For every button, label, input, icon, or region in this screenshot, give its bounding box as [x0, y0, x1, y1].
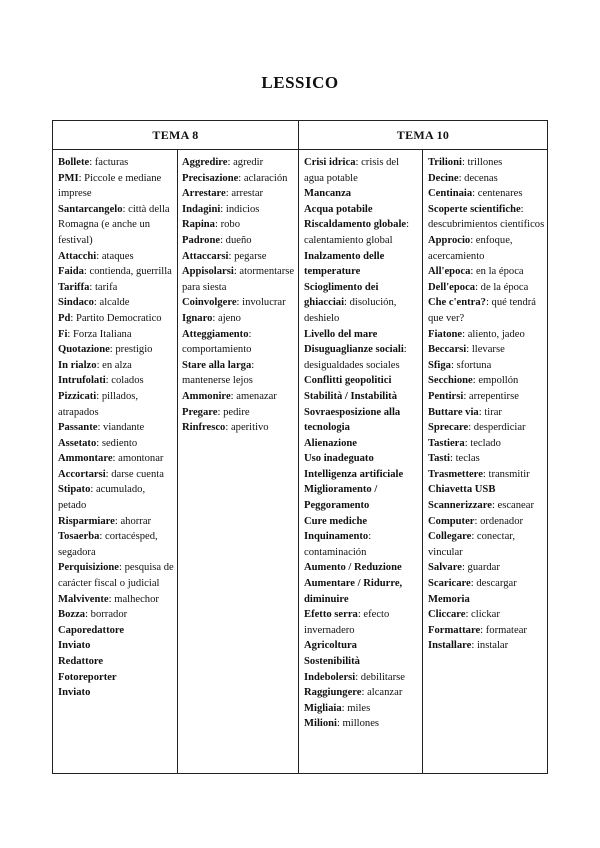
- vocab-term: Milioni: [304, 718, 337, 730]
- vocab-entry: [304, 607, 420, 638]
- vocab-definition: : ajeno: [212, 312, 241, 324]
- vocab-entry: [58, 327, 175, 343]
- vocab-entry: [304, 514, 420, 530]
- vocab-definition: : indicios: [220, 203, 260, 215]
- vocab-term: Tariffa: [58, 281, 90, 293]
- vocab-definition: : pesquisa de carácter fiscal o judicial: [58, 562, 174, 590]
- vocab-entry: [58, 420, 175, 436]
- vocab-entry: [58, 482, 175, 513]
- vocab-term: Tastiera: [428, 437, 465, 449]
- vocab-definition: : aperitivo: [225, 422, 269, 434]
- vocab-entry: [428, 280, 546, 296]
- vocab-entry: [428, 529, 546, 560]
- vocab-entry: [182, 420, 296, 436]
- vocab-definition: : mantenerse lejos: [182, 359, 255, 387]
- vocab-term: Fiatone: [428, 328, 463, 340]
- vocab-term: Chiavetta USB: [428, 484, 496, 496]
- vocab-term: Redattore: [58, 656, 104, 667]
- vocab-term: Inviato: [58, 640, 91, 652]
- vocab-entry: [304, 280, 420, 327]
- vocab-definition: : aliento, jadeo: [462, 328, 525, 340]
- header-tema-10: TEMA 10: [396, 128, 450, 142]
- vocab-entry: [182, 389, 296, 405]
- vocab-entry: [428, 514, 546, 530]
- vocab-term: Caporedattore: [58, 624, 125, 636]
- vocab-entry: [428, 592, 546, 608]
- vocab-entry: [428, 373, 546, 389]
- vocab-entry: [428, 342, 546, 358]
- vocab-definition: : crisis del agua potable: [304, 157, 400, 184]
- vocab-definition: : guardar: [461, 562, 500, 574]
- vocab-entry: [428, 327, 546, 343]
- vocab-entry: [304, 482, 420, 513]
- vocab-definition: : tarifa: [89, 281, 118, 293]
- vocab-term: Livello del mare: [304, 328, 378, 340]
- vocab-entry: [428, 560, 546, 576]
- vocab-term: Installare: [428, 640, 472, 652]
- vocab-entry: [58, 654, 175, 670]
- vocab-term: Coinvolgere: [182, 297, 237, 309]
- vocab-term: Scoperte scientifiche: [428, 203, 521, 215]
- vocab-entry: [58, 436, 175, 452]
- vocab-term: Scioglimento dei ghiacciai: [304, 281, 379, 309]
- vocab-entry: [58, 670, 175, 686]
- vocab-definition: : città della Romagna (e anche un festival): [58, 203, 170, 246]
- vocab-term: Sfiga: [428, 359, 451, 371]
- vocab-term: Bozza: [58, 609, 86, 621]
- vocab-entry: [182, 295, 296, 311]
- vocab-entry: [58, 280, 175, 296]
- vocab-definition: : disolución, deshielo: [304, 297, 397, 324]
- vocab-entry: [58, 342, 175, 358]
- vocab-term: Aggredire: [182, 157, 228, 168]
- vocab-entry: [58, 389, 175, 420]
- vocab-term: Trasmettere: [428, 468, 483, 480]
- vocab-entry: [182, 311, 296, 327]
- vocab-term: Cliccare: [428, 609, 466, 621]
- column-tema-10-right: [428, 155, 546, 654]
- vocab-term: Attacchi: [58, 250, 97, 262]
- vocab-definition: : Partito Democratico: [70, 312, 162, 324]
- vocab-definition: : amontonar: [112, 453, 164, 465]
- vocab-entry: [58, 171, 175, 202]
- vocab-definition: : atormentarse para siesta: [182, 266, 295, 293]
- vocab-entry: [428, 389, 546, 405]
- vocab-entry: [58, 560, 175, 591]
- vocab-definition: : robo: [214, 219, 240, 231]
- vocab-definition: : clickar: [465, 609, 500, 621]
- header-tema-8: TEMA 8: [152, 128, 199, 142]
- vocab-entry: [304, 155, 420, 186]
- vocab-entry: [428, 295, 546, 326]
- vocab-term: Dell'epoca: [428, 281, 476, 293]
- vocab-entry: [304, 217, 420, 248]
- vocab-term: Intrufolati: [58, 375, 106, 387]
- vocab-entry: [428, 482, 546, 498]
- vocab-term: Indagini: [182, 203, 221, 215]
- vocab-entry: [58, 373, 175, 389]
- table-divider-right: [422, 149, 423, 773]
- vocab-definition: : ataques: [96, 250, 134, 262]
- vocab-definition: : instalar: [471, 640, 509, 652]
- vocab-definition: : en alza: [96, 359, 132, 371]
- vocab-entry: [58, 685, 175, 701]
- vocab-definition: : debilitarse: [355, 671, 405, 683]
- vocab-entry: [182, 171, 296, 187]
- vocab-term: Crisi idrica: [304, 157, 356, 168]
- vocab-definition: : teclado: [464, 437, 501, 449]
- vocab-entry: [428, 358, 546, 374]
- vocab-term: Indebolersi: [304, 671, 356, 683]
- vocab-term: Malvivente: [58, 593, 109, 605]
- vocab-term: Accortarsi: [58, 468, 106, 480]
- vocab-definition: : acumulado, petado: [58, 484, 146, 512]
- vocab-term: Aumentare / Ridurre, diminuire: [304, 578, 403, 605]
- vocab-term: Alienazione: [304, 437, 357, 449]
- vocab-term: Che c'entra?: [428, 297, 486, 309]
- vocab-term: Rinfresco: [182, 422, 226, 434]
- vocab-definition: : teclas: [449, 453, 480, 465]
- vocab-term: Stare alla larga: [182, 359, 252, 371]
- vocab-definition: : Piccole e mediane imprese: [58, 172, 162, 200]
- vocab-entry: [428, 451, 546, 467]
- vocab-term: Padrone: [182, 234, 221, 246]
- vocab-entry: [428, 576, 546, 592]
- vocab-definition: : agredir: [227, 157, 264, 168]
- vocab-term: Ammonire: [182, 390, 231, 402]
- vocab-entry: [304, 389, 420, 405]
- vocab-entry: [58, 514, 175, 530]
- vocab-term: Conflitti geopolitici: [304, 375, 392, 387]
- vocab-definition: : Forza Italiana: [67, 328, 132, 340]
- vocab-entry: [428, 638, 546, 654]
- vocab-definition: : formatear: [480, 624, 527, 636]
- vocab-definition: : decenas: [458, 172, 498, 184]
- vocab-term: Pregare: [182, 406, 218, 418]
- vocab-entry: [58, 623, 175, 639]
- vocab-term: Passante: [58, 422, 98, 434]
- vocab-entry: [304, 701, 420, 717]
- vocab-definition: : ahorrar: [114, 515, 152, 527]
- vocab-entry: [428, 467, 546, 483]
- page-title: LESSICO: [261, 73, 339, 92]
- vocab-entry: [182, 405, 296, 421]
- vocab-entry: [182, 217, 296, 233]
- vocab-entry: [428, 498, 546, 514]
- vocab-definition: : malhechor: [108, 593, 159, 605]
- vocab-term: Ammontare: [58, 453, 113, 465]
- vocab-definition: : pegarse: [228, 250, 267, 262]
- vocab-entry: [304, 327, 420, 343]
- vocab-term: Raggiungere: [304, 687, 362, 699]
- vocab-term: Attaccarsi: [182, 250, 229, 262]
- vocab-entry: [428, 420, 546, 436]
- vocab-term: Acqua potabile: [304, 203, 373, 215]
- vocab-definition: : pedire: [217, 406, 250, 418]
- vocab-entry: [182, 358, 296, 389]
- table-divider-center: [298, 121, 299, 773]
- vocab-term: Sovraesposizione alla tecnologia: [304, 406, 401, 434]
- vocab-definition: : alcanzar: [361, 687, 403, 699]
- vocab-definition: : ordenador: [474, 515, 524, 527]
- vocab-term: Arrestare: [182, 188, 226, 200]
- vocab-term: Assetato: [58, 437, 97, 449]
- vocab-entry: [58, 592, 175, 608]
- vocab-entry: [428, 623, 546, 639]
- vocab-entry: [304, 342, 420, 373]
- vocab-definition: : transmitir: [482, 468, 530, 480]
- vocab-entry: [304, 654, 420, 670]
- vocab-definition: : contienda, guerrilla: [83, 266, 172, 278]
- vocab-term: Cure mediche: [304, 515, 368, 527]
- vocab-definition: : comportamiento: [182, 328, 252, 356]
- vocab-entry: [304, 186, 420, 202]
- vocab-definition: : qué tendrá que ver?: [428, 297, 536, 324]
- vocab-term: Scaricare: [428, 578, 471, 590]
- vocab-definition: : conectar, vincular: [428, 531, 516, 558]
- vocab-term: Decine: [428, 172, 459, 184]
- vocab-term: Inquinamento: [304, 531, 369, 543]
- vocab-term: Disuguaglianze sociali: [304, 344, 404, 356]
- vocab-term: Miglioramento / Peggoramento: [304, 484, 378, 512]
- vocab-term: Agricoltura: [304, 640, 357, 652]
- vocab-definition: : darse cuenta: [105, 468, 164, 480]
- vocab-term: Perquisizione: [58, 562, 120, 574]
- vocab-entry: [304, 529, 420, 560]
- vocab-definition: : descargar: [470, 578, 517, 590]
- vocab-entry: [304, 373, 420, 389]
- vocab-term: All'epoca: [428, 266, 471, 278]
- vocab-definition: : facturas: [89, 157, 129, 168]
- vocab-entry: [428, 436, 546, 452]
- vocab-term: Fotoreporter: [58, 671, 117, 683]
- vocab-term: Riscaldamento globale: [304, 219, 407, 231]
- vocab-definition: : dueño: [220, 234, 252, 246]
- vocab-entry: [304, 716, 420, 732]
- vocab-entry: [58, 529, 175, 560]
- vocab-definition: : centenares: [472, 188, 523, 200]
- vocab-entry: [304, 560, 420, 576]
- vocab-term: Approcio: [428, 234, 471, 246]
- vocab-term: Fi: [58, 328, 68, 340]
- vocab-term: Intelligenza artificiale: [304, 468, 404, 480]
- vocab-entry: [182, 264, 296, 295]
- vocab-definition: : tirar: [478, 406, 502, 418]
- vocab-entry: [58, 607, 175, 623]
- vocab-term: PMI: [58, 172, 79, 184]
- vocab-term: Sprecare: [428, 422, 469, 434]
- vocab-term: Memoria: [428, 593, 470, 605]
- vocab-entry: [182, 327, 296, 358]
- vocab-entry: [182, 233, 296, 249]
- vocab-term: Mancanza: [304, 188, 352, 200]
- vocab-definition: : trillones: [461, 157, 503, 168]
- vocab-term: Inalzamento delle temperature: [304, 250, 385, 278]
- column-tema-8-right: [182, 155, 296, 436]
- vocab-entry: [428, 233, 546, 264]
- vocab-definition: : sfortuna: [450, 359, 492, 371]
- vocab-definition: : viandante: [97, 422, 145, 434]
- vocab-term: Collegare: [428, 531, 472, 543]
- vocab-entry: [428, 405, 546, 421]
- vocab-entry: [428, 264, 546, 280]
- vocab-definition: : empollón: [472, 375, 519, 387]
- vocab-definition: : de la época: [475, 281, 529, 293]
- vocab-definition: : miles: [341, 702, 371, 714]
- table-divider-left: [177, 149, 178, 773]
- vocab-definition: : efecto invernadero: [304, 609, 390, 636]
- vocab-definition: : desigualdades sociales: [304, 344, 407, 371]
- vocab-term: Salvare: [428, 562, 462, 574]
- vocab-term: Stipato: [58, 484, 91, 496]
- vocab-entry: [304, 670, 420, 686]
- vocab-entry: [304, 467, 420, 483]
- vocab-term: Trilioni: [428, 157, 462, 168]
- vocab-entry: [58, 467, 175, 483]
- vocab-definition: : arrestar: [225, 188, 264, 200]
- vocab-entry: [304, 405, 420, 436]
- vocab-term: Beccarsi: [428, 344, 467, 356]
- vocab-entry: [58, 155, 175, 171]
- vocab-term: Sindaco: [58, 297, 94, 309]
- vocab-term: Migliaia: [304, 702, 342, 714]
- vocab-definition: : calentamiento global: [304, 219, 410, 246]
- vocab-term: Appisolarsi: [182, 266, 234, 278]
- vocab-term: Centinaia: [428, 188, 473, 200]
- vocab-term: In rialzo: [58, 359, 97, 371]
- vocab-entry: [304, 638, 420, 654]
- vocab-term: Precisazione: [182, 172, 239, 184]
- vocab-entry: [428, 607, 546, 623]
- vocab-term: Secchione: [428, 375, 473, 387]
- vocab-term: Sostenibilità: [304, 656, 360, 667]
- vocab-definition: : llevarse: [466, 344, 505, 356]
- vocab-entry: [304, 685, 420, 701]
- vocab-term: Formattare: [428, 624, 481, 636]
- vocab-definition: : escanear: [491, 500, 534, 512]
- vocab-definition: : involucrar: [236, 297, 286, 309]
- vocab-term: Inviato: [58, 687, 91, 699]
- vocab-term: Pentirsi: [428, 390, 464, 402]
- vocab-term: Bollete: [58, 157, 90, 168]
- vocab-entry: [182, 155, 296, 171]
- vocab-entry: [58, 358, 175, 374]
- vocab-definition: : colados: [105, 375, 144, 387]
- vocab-definition: : desperdiciar: [468, 422, 526, 434]
- vocab-entry: [304, 576, 420, 607]
- vocab-term: Rapina: [182, 219, 215, 231]
- vocab-definition: : descubrimientos científicos: [428, 203, 545, 231]
- vocab-definition: : aclaración: [238, 172, 288, 184]
- vocab-term: Computer: [428, 515, 475, 527]
- vocab-term: Buttare via: [428, 406, 479, 418]
- vocab-definition: : pillados, atrapados: [58, 390, 139, 418]
- vocab-entry: [58, 311, 175, 327]
- vocabulary-table: [52, 120, 548, 774]
- vocab-entry: [428, 171, 546, 187]
- vocab-term: Stabilità / Instabilità: [304, 390, 398, 402]
- header-divider: [53, 149, 547, 150]
- vocab-entry: [304, 451, 420, 467]
- vocab-term: Scannerizzare: [428, 500, 492, 512]
- vocab-term: Risparmiare: [58, 515, 115, 527]
- vocab-entry: [182, 202, 296, 218]
- vocab-term: Efetto serra: [304, 609, 358, 621]
- vocab-definition: : arrepentirse: [463, 390, 519, 402]
- vocab-definition: : sediento: [96, 437, 138, 449]
- vocab-definition: : cortacésped, segadora: [58, 531, 158, 558]
- vocab-definition: : enfoque, acercamiento: [428, 234, 513, 262]
- vocab-term: Quotazione: [58, 344, 110, 356]
- vocab-definition: : alcalde: [93, 297, 130, 309]
- vocab-term: Atteggiamento: [182, 328, 249, 340]
- vocab-term: Tosaerba: [58, 531, 100, 543]
- vocab-term: Pizzicati: [58, 390, 97, 402]
- vocab-entry: [58, 451, 175, 467]
- vocab-entry: [58, 249, 175, 265]
- vocab-entry: [304, 436, 420, 452]
- vocab-entry: [58, 295, 175, 311]
- vocab-definition: : contaminación: [304, 531, 372, 558]
- vocab-entry: [58, 202, 175, 249]
- vocab-entry: [304, 249, 420, 280]
- vocab-term: Ignaro: [182, 312, 213, 324]
- column-tema-10-left: [304, 155, 420, 732]
- vocab-definition: : millones: [336, 718, 380, 730]
- vocab-entry: [428, 155, 546, 171]
- vocab-definition: : amenazar: [230, 390, 277, 402]
- vocab-term: Tasti: [428, 453, 450, 465]
- vocab-entry: [428, 202, 546, 233]
- vocab-entry: [58, 638, 175, 654]
- vocab-entry: [182, 186, 296, 202]
- column-tema-8-left: [58, 155, 175, 701]
- vocab-term: Aumento / Reduzione: [304, 562, 402, 574]
- vocab-definition: : borrador: [85, 609, 128, 621]
- vocab-definition: : prestigio: [109, 344, 153, 356]
- vocab-term: Pd: [58, 312, 71, 324]
- vocab-entry: [428, 186, 546, 202]
- vocab-entry: [58, 264, 175, 280]
- vocab-term: Faida: [58, 266, 84, 278]
- vocab-term: Santarcangelo: [58, 203, 123, 215]
- vocab-entry: [182, 249, 296, 265]
- vocab-term: Uso inadeguato: [304, 453, 374, 465]
- vocab-entry: [304, 202, 420, 218]
- vocab-definition: : en la época: [470, 266, 524, 278]
